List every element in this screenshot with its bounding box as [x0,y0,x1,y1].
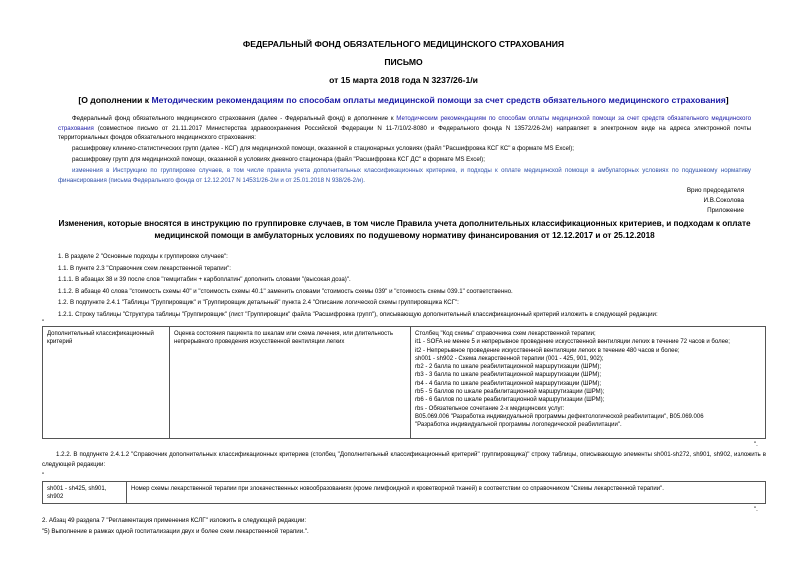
signature-name: И.В.Соколова [703,197,744,204]
body-paragraph-3: расшифровку групп для медицинской помощи, оказанной в условиях дневного стационара (файл "Расшифровка КСГ ДС" в формате MS Excel); [72,156,485,163]
date-number-heading: от 15 марта 2018 года N 3237/26-1/и [329,75,478,85]
table1-col3: Столбец "Код схемы" справочника схем лекарственной терапии; it1 - SOFA не менее 5 и непрерывное проведение искусственной вентиляции легких в течение 72 часов и более; it2 - Непрерывное проведение искусственной вентиляции легких в течение 480 часов и более; sh001 - sh902 - Схема лекарственной терапии (001 - 425, 901, 902); rb2 - 2 балла по шкале реабилитационной маршрутизации (ШРМ); rb3 - 3 балла по шкале реабилитационной маршрутизации (ШРМ); rb4 - 4 балла по шкале реабилитационной маршрутизации (ШРМ); rb5 - 5 баллов по шкале реабилитационной маршрутизации (ШРМ); rb6 - 6 баллов по шкале реабилитационной маршрутизации (ШРМ); rbs - Обязательное сочетание 2-х медицинских услуг: B05.069.006 "Разработка индивидуальной программы дефектологической реабилитации", B05.069.006 "Разработка индивидуальной программы логопедической реабилитации". [415,331,730,429]
org-heading: ФЕДЕРАЛЬНЫЙ ФОНД ОБЯЗАТЕЛЬНОГО МЕДИЦИНСКОГО СТРАХОВАНИЯ [242,39,565,49]
item-1-2-2: 1.2.2. В подпункте 2.4.1.2 "Справочник дополнительных классификационных критериев (столбец "Дополнительный классификационный критерий" группировщика)" строку таблицы, описывающую элементы sh001-sh272, sh901, sh902, изложить в следующей редакции: [42,451,766,468]
appendix-label: Приложение [707,207,744,214]
annex-title: Изменения, которые вносятся в инструкцию по группировке случаев, в том числе Правила учета дополнительных классификационных критериев, и подходам к оплате медицинской помощи в амбулаторных условиях по подушевому нормативу финансирования от 12.12.2017 и от 25.12.2018 [58,219,751,240]
schemes-table [42,481,766,504]
item-1-1-2: 1.1.2. В абзаце 40 слова "стоимость схемы 40" и "стоимость схемы 40.1" заменить словами "стоимость схемы 039" и "стоимость схемы 039.1" соответственно. [58,288,513,295]
item-2-quote: "5) Выполнение в рамках одной госпитализации двух и более схем лекарственной терапии.". [42,528,309,535]
subject-prefix: [О дополнении к [78,95,152,105]
table2-col1: sh001 - sh425, sh901, sh902 [43,482,127,503]
quote-close-1: ". [754,441,758,448]
table1-col1: Дополнительный классификационный критерий [43,327,170,438]
body-paragraph-4-link[interactable]: изменения в Инструкцию по группировке случаев, в том числе правила учета дополнительных классификационных критериев, и подходы к оплате медицинской помощи в амбулаторных условиях по подушевому нормативу финансирования (письма Федерального фонда от 12.12.2017 N 14531/26-2/и и от 25.01.2018 N 938/26-2/и). [58,167,751,184]
quote-close-2: ". [754,506,758,513]
table1-col2: Оценка состояния пациента по шкалам или схема лечения, или длительность непрерывного проведения искусственной вентиляции легких [170,327,411,438]
subject-heading [0,95,807,105]
item-1-2-1: 1.2.1. Строку таблицы "Структура таблицы "Группировщик" (лист "Группировщик" файла "Расшифровка групп"), описывающую дополнительный классификационный критерий изложить в следующей редакции: [58,311,658,318]
quote-open-2: " [42,472,45,479]
recommendations-link[interactable]: Методическим рекомендациям по способам оплаты медицинской помощи за счет средств обязательного медицинского страхования [58,115,751,132]
criteria-table [42,326,766,439]
signature-position: Врио председателя [686,187,744,194]
table2-col2: Номер схемы лекарственной терапии при злокачественных новообразованиях (кроме лимфоидной и кроветворной тканей) в соответствии со справочником "Схемы лекарственной терапии". [131,486,664,492]
subject-suffix: ] [725,95,729,105]
body-paragraph-2: расшифровку клинико-статистических групп (далее - КСГ) для медицинской помощи, оказанной в стационарных условиях (файл "Расшифровка КСГ КС" в формате MS Excel); [72,145,574,152]
doc-type-heading: ПИСЬМО [384,57,423,67]
item-1-2: 1.2. В подпункте 2.4.1 "Таблицы "Группировщик" и "Группировщик детальный" пункта 2.4 "Описание логической схемы группировщика КСГ": [58,299,459,306]
item-1-1: 1.1. В пункте 2.3 "Справочник схем лекарственной терапии": [58,265,232,272]
item-2: 2. Абзац 49 раздела 7 "Регламентация применения КСЛГ" изложить в следующей редакции: [42,517,307,524]
subject-link[interactable]: Методическим рекомендациям по способам оплаты медицинской помощи за счет средств обязательного медицинского страхования [151,95,726,105]
item-1-1-1: 1.1.1. В абзацах 38 и 39 после слов "гемцитабин + карбоплатин" дополнить словами "(высокая доза)". [58,276,351,283]
body-paragraph-1: Федеральный фонд обязательного медицинского страхования (далее - Федеральный фонд) в дополнение к Методическим рекомендациям по способам оплаты медицинской помощи за счет средств обязательного медицинского страхования (совместное письмо от 21.11.2017 Министерства здравоохранения Российской Федерации N 11-7/10/2-8080 и Федерального фонда N 13572/26-2/и) направляет в электронном виде на адреса электронной почты территориальных фондов обязательного медицинского страхования: [58,115,751,142]
item-1: 1. В разделе 2 "Основные подходы к группировке случаев": [58,253,228,260]
quote-open-1: " [42,319,45,326]
